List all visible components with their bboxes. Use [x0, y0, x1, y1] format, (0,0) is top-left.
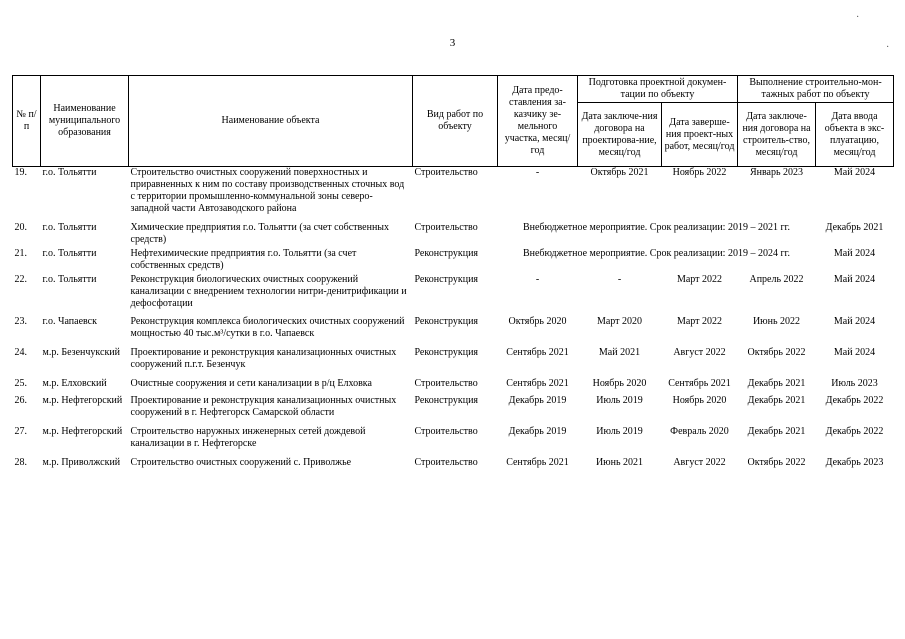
row-municipality: г.о. Тольятти — [42, 167, 97, 178]
row-design-completion: Март 2022 — [676, 315, 723, 327]
row-municipality: г.о. Тольятти — [42, 247, 97, 259]
row-construction-contract: Октябрь 2022 — [747, 456, 806, 468]
scan-speck: · — [886, 42, 890, 53]
header-construction-contract: Дата заключе-ния договора на строитель-ство, месяц/год — [738, 103, 816, 167]
row-num: 24. — [14, 346, 27, 358]
row-construction-contract: Июнь 2022 — [752, 315, 801, 327]
row-commissioning: Май 2024 — [833, 315, 876, 327]
table-row — [13, 378, 894, 395]
row-municipality: м.р. Нефтегорский — [42, 394, 123, 406]
table-row — [13, 347, 894, 378]
row-land-date: Сентябрь 2021 — [506, 456, 569, 468]
row-municipality: г.о. Чапаевск — [42, 315, 97, 327]
row-commissioning: Май 2024 — [833, 247, 876, 259]
row-construction-contract: Декабрь 2021 — [747, 425, 806, 437]
row-work-type: Строительство — [414, 425, 478, 437]
row-num: 21. — [14, 247, 27, 259]
row-commissioning: Декабрь 2022 — [825, 425, 884, 437]
row-work-type: Строительство — [414, 456, 478, 468]
row-design-contract: Октябрь 2021 — [590, 167, 649, 178]
header-object: Наименование объекта — [129, 76, 413, 167]
row-num: 23. — [14, 315, 27, 327]
row-design-completion: Февраль 2020 — [670, 425, 729, 437]
row-land-date: Декабрь 2019 — [508, 425, 567, 437]
table-row — [13, 395, 894, 426]
row-construction-contract: Декабрь 2021 — [747, 377, 806, 389]
row-municipality: м.р. Приволжский — [42, 456, 121, 468]
row-object: Очистные сооружения и сети канализации в р/ц Елховка — [130, 377, 372, 389]
row-land-date: Декабрь 2019 — [508, 394, 567, 406]
row-municipality: г.о. Тольятти — [42, 273, 97, 285]
row-commissioning: Май 2024 — [833, 346, 876, 358]
row-num: 27. — [14, 425, 27, 437]
row-land-date: - — [535, 273, 540, 285]
row-design-contract: Май 2021 — [598, 346, 641, 358]
row-municipality: м.р. Безенчукский — [42, 346, 121, 358]
row-num: 22. — [14, 273, 27, 285]
row-design-contract: Ноябрь 2020 — [592, 377, 647, 389]
row-object: Проектирование и реконструкция канализационных очистных сооружений п.г.т. Безенчук — [130, 346, 397, 370]
page-number: 3 — [449, 37, 456, 49]
row-extrabudget-note: Внебюджетное мероприятие. Срок реализации: 2019 – 2024 гг. — [522, 247, 791, 259]
header-work-type: Вид работ по объекту — [413, 76, 498, 167]
row-num: 26. — [14, 394, 27, 406]
row-design-completion: Сентябрь 2021 — [668, 377, 731, 389]
row-land-date: Октябрь 2020 — [508, 315, 567, 327]
row-design-contract: - — [617, 273, 622, 285]
row-municipality: м.р. Нефтегорский — [42, 425, 123, 437]
table-row — [13, 316, 894, 347]
row-construction-contract: Апрель 2022 — [749, 273, 804, 285]
header-design-group: Подготовка проектной докумен-тации по объекту — [578, 76, 738, 103]
row-construction-contract: Октябрь 2022 — [747, 346, 806, 358]
row-object: Реконструкция комплекса биологических очистных сооружений мощностью 40 тыс.м³/сутки в г.о. Чапаевск — [130, 315, 405, 339]
row-municipality: г.о. Тольятти — [42, 221, 97, 233]
row-num: 19. — [14, 167, 27, 178]
row-land-date: Сентябрь 2021 — [506, 346, 569, 358]
header-num: № п/п — [13, 76, 41, 167]
row-work-type: Реконструкция — [414, 346, 479, 358]
row-object: Реконструкция биологических очистных сооружений канализации с внедрением технологии нитри-денитрификации и дефосфотации — [130, 273, 407, 309]
row-extrabudget-note: Внебюджетное мероприятие. Срок реализации: 2019 – 2021 гг. — [522, 221, 791, 233]
row-design-contract: Июнь 2021 — [595, 456, 644, 468]
header-commissioning: Дата ввода объекта в экс-плуатацию, месяц/год — [816, 103, 894, 167]
row-design-completion: Август 2022 — [673, 456, 726, 468]
header-land-date: Дата предо-ставления за-казчику зе-мельного участка, месяц/год — [498, 76, 578, 167]
row-commissioning: Декабрь 2021 — [825, 221, 884, 233]
row-work-type: Реконструкция — [414, 247, 479, 259]
row-num: 28. — [14, 456, 27, 468]
table-row — [13, 222, 894, 248]
row-design-completion: Март 2022 — [676, 273, 723, 285]
table-body — [13, 167, 894, 485]
row-object: Строительство очистных сооружений поверхностных и приравненных к ним по составу производственных сточных вод с территории промышленно-коммунальной зоны северо-западной части Автозаводского района — [130, 167, 405, 214]
row-design-completion: Август 2022 — [673, 346, 726, 358]
table-row — [13, 248, 894, 274]
row-object: Строительство наружных инженерных сетей дождевой канализации в г. Нефтегорске — [130, 425, 366, 449]
row-construction-contract: Январь 2023 — [749, 167, 804, 178]
row-work-type: Строительство — [414, 377, 478, 389]
row-num: 20. — [14, 221, 27, 233]
row-work-type: Строительство — [414, 167, 478, 178]
row-commissioning: Июль 2023 — [831, 377, 878, 389]
row-work-type: Реконструкция — [414, 273, 479, 285]
row-design-completion: Ноябрь 2020 — [672, 394, 727, 406]
header-design-contract: Дата заключе-ния договора на проектирова-ние, месяц/год — [578, 103, 662, 167]
row-commissioning: Май 2024 — [833, 167, 876, 178]
table-row — [13, 274, 894, 316]
row-work-type: Строительство — [414, 221, 478, 233]
header-construction-group: Выполнение строительно-мон-тажных работ по объекту — [738, 76, 894, 103]
row-design-contract: Июль 2019 — [596, 425, 643, 437]
header-design-completion: Дата заверше-ния проект-ных работ, месяц/год — [662, 103, 738, 167]
row-design-contract: Июль 2019 — [596, 394, 643, 406]
row-construction-contract: Декабрь 2021 — [747, 394, 806, 406]
row-object: Проектирование и реконструкция канализационных очистных сооружений в г. Нефтегорск Самарской области — [130, 394, 397, 418]
table-row — [13, 426, 894, 457]
row-commissioning: Декабрь 2023 — [825, 456, 884, 468]
row-land-date: Сентябрь 2021 — [506, 377, 569, 389]
table-header — [13, 76, 894, 167]
row-object: Нефтехимические предприятия г.о. Тольятти (за счет собственных средств) — [130, 247, 357, 271]
row-commissioning: Май 2024 — [833, 273, 876, 285]
row-design-contract: Март 2020 — [596, 315, 643, 327]
scan-speck: · — [856, 12, 860, 23]
row-design-completion: Ноябрь 2022 — [672, 167, 727, 178]
row-land-date: - — [535, 167, 540, 178]
row-work-type: Реконструкция — [414, 315, 479, 327]
row-work-type: Реконструкция — [414, 394, 479, 406]
row-num: 25. — [14, 377, 27, 389]
row-commissioning: Декабрь 2022 — [825, 394, 884, 406]
header-municipality: Наименование муниципального образования — [41, 76, 129, 167]
row-municipality: м.р. Елховский — [42, 377, 107, 389]
row-object: Строительство очистных сооружений с. Приволжье — [130, 456, 352, 468]
row-object: Химические предприятия г.о. Тольятти (за счет собственных средств) — [130, 221, 390, 245]
table-row — [13, 457, 894, 485]
table-row — [13, 167, 894, 222]
schedule-table — [12, 75, 894, 485]
